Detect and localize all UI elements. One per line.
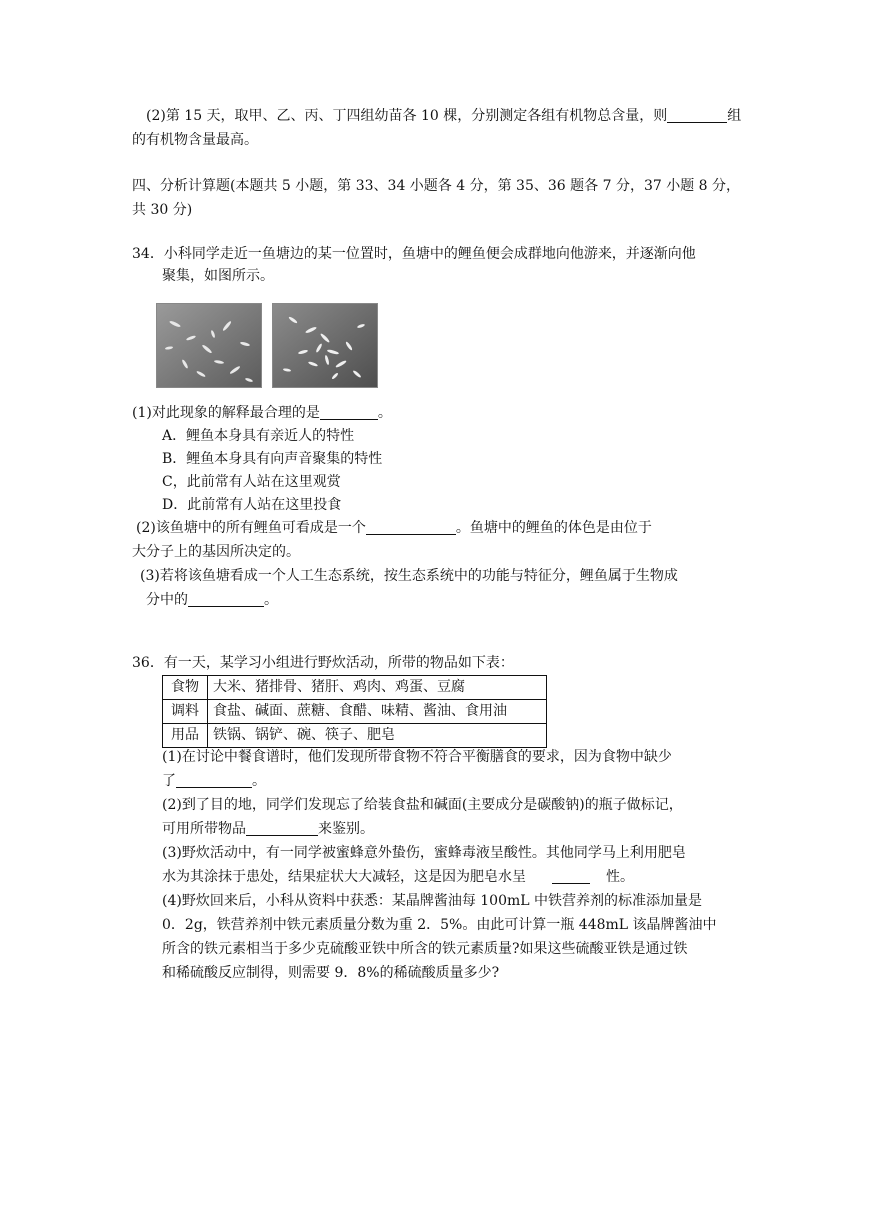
q36-part2-line1: (2)到了目的地，同学们发现忘了给装食盐和碱面(主要成分是碳酸钠)的瓶子做标记，: [162, 797, 683, 813]
table-value: 大米、猪排骨、猪肝、鸡肉、鸡蛋、豆腐: [208, 676, 547, 700]
q36-part3-line2: 水为其涂抹于患处，结果症状大大减轻，这是因为肥皂水呈 性。: [162, 869, 634, 885]
q34-option-c[interactable]: C，此前常有人站在这里观赏: [162, 474, 341, 490]
q34-part2-line2: 大分子上的基因所决定的。: [132, 544, 300, 560]
table-row: [163, 724, 547, 748]
q34-stem-line1: 34．小科同学走近一鱼塘边的某一位置时，鱼塘中的鲤鱼便会成群地向他游来，并逐渐向他: [132, 246, 696, 262]
q34-part3-line1: (3)若将该鱼塘看成一个人工生态系统，按生态系统中的功能与特征分，鲤鱼属于生物成: [140, 568, 678, 584]
section-heading-line2: 共 30 分): [132, 202, 193, 218]
q36-stem: 36．有一天，某学习小组进行野炊活动，所带的物品如下表：: [132, 655, 514, 671]
answer-blank[interactable]: [188, 592, 264, 607]
q34-option-a[interactable]: A．鲤鱼本身具有亲近人的特性: [162, 428, 355, 444]
q36-part4-line3: 所含的铁元素相当于多少克硫酸亚铁中所含的铁元素质量?如果这些硫酸亚铁是通过铁: [162, 941, 688, 957]
answer-blank[interactable]: [667, 108, 727, 123]
q34-stem-line2: 聚集，如图所示。: [162, 268, 274, 284]
table-key: 用品: [163, 724, 208, 748]
fish-photo-left: [156, 303, 262, 388]
answer-blank[interactable]: [552, 869, 590, 884]
table-value: 铁锅、锅铲、碗、筷子、肥皂: [208, 724, 547, 748]
q34-part2-line1: (2)该鱼塘中的所有鲤鱼可看成是一个 。鱼塘中的鲤鱼的体色是由位于: [136, 520, 652, 536]
q36-part4-line4: 和稀硫酸反应制得，则需要 9．8%的稀硫酸质量多少?: [162, 965, 500, 981]
q36-part2-line2: 可用所带物品 来鉴别。: [162, 821, 374, 837]
q15-line1: (2)第 15 天，取甲、乙、丙、丁四组幼苗各 10 棵，分别测定各组有机物总含量，则 组: [146, 108, 742, 124]
table-value: 食盐、碱面、蔗糖、食醋、味精、酱油、食用油: [208, 700, 547, 724]
q34-part3-line2: 分中的 。: [146, 592, 278, 608]
fish-photo-right: [272, 303, 378, 388]
q36-part3-line1: (3)野炊活动中，有一同学被蜜蜂意外蛰伤，蜜蜂毒液呈酸性。其他同学马上利用肥皂: [162, 845, 686, 861]
section-heading-line1: 四、分析计算题(本题共 5 小题，第 33、34 小题各 4 分，第 35、36 题各 7 分，37 小题 8 分，: [132, 178, 741, 194]
table-key: 食物: [163, 676, 208, 700]
items-table: [162, 675, 547, 748]
q36-part1-line2: 了 。: [162, 773, 266, 789]
q34-option-b[interactable]: B．鲤鱼本身具有向声音聚集的特性: [162, 451, 383, 467]
q34-part1: (1)对此现象的解释最合理的是 。: [132, 405, 392, 421]
q36-part4-line1: (4)野炊回来后，小科从资料中获悉：某晶牌酱油每 100mL 中铁营养剂的标准添加量是: [162, 893, 703, 909]
answer-blank[interactable]: [246, 821, 318, 836]
q36-part4-line2: 0．2g，铁营养剂中铁元素质量分数为重 2．5%。由此可计算一瓶 448mL 该晶牌酱油中: [162, 917, 717, 933]
table-key: 调料: [163, 700, 208, 724]
q36-part1-line1: (1)在讨论中餐食谱时，他们发现所带食物不符合平衡膳食的要求，因为食物中缺少: [162, 749, 672, 765]
table-row: [163, 676, 547, 700]
table-row: [163, 700, 547, 724]
q34-option-d[interactable]: D．此前常有人站在这里投食: [162, 497, 342, 513]
answer-blank[interactable]: [176, 773, 252, 788]
q15-line2: 的有机物含量最高。: [132, 132, 258, 148]
answer-blank[interactable]: [320, 405, 378, 420]
answer-blank[interactable]: [366, 520, 456, 535]
